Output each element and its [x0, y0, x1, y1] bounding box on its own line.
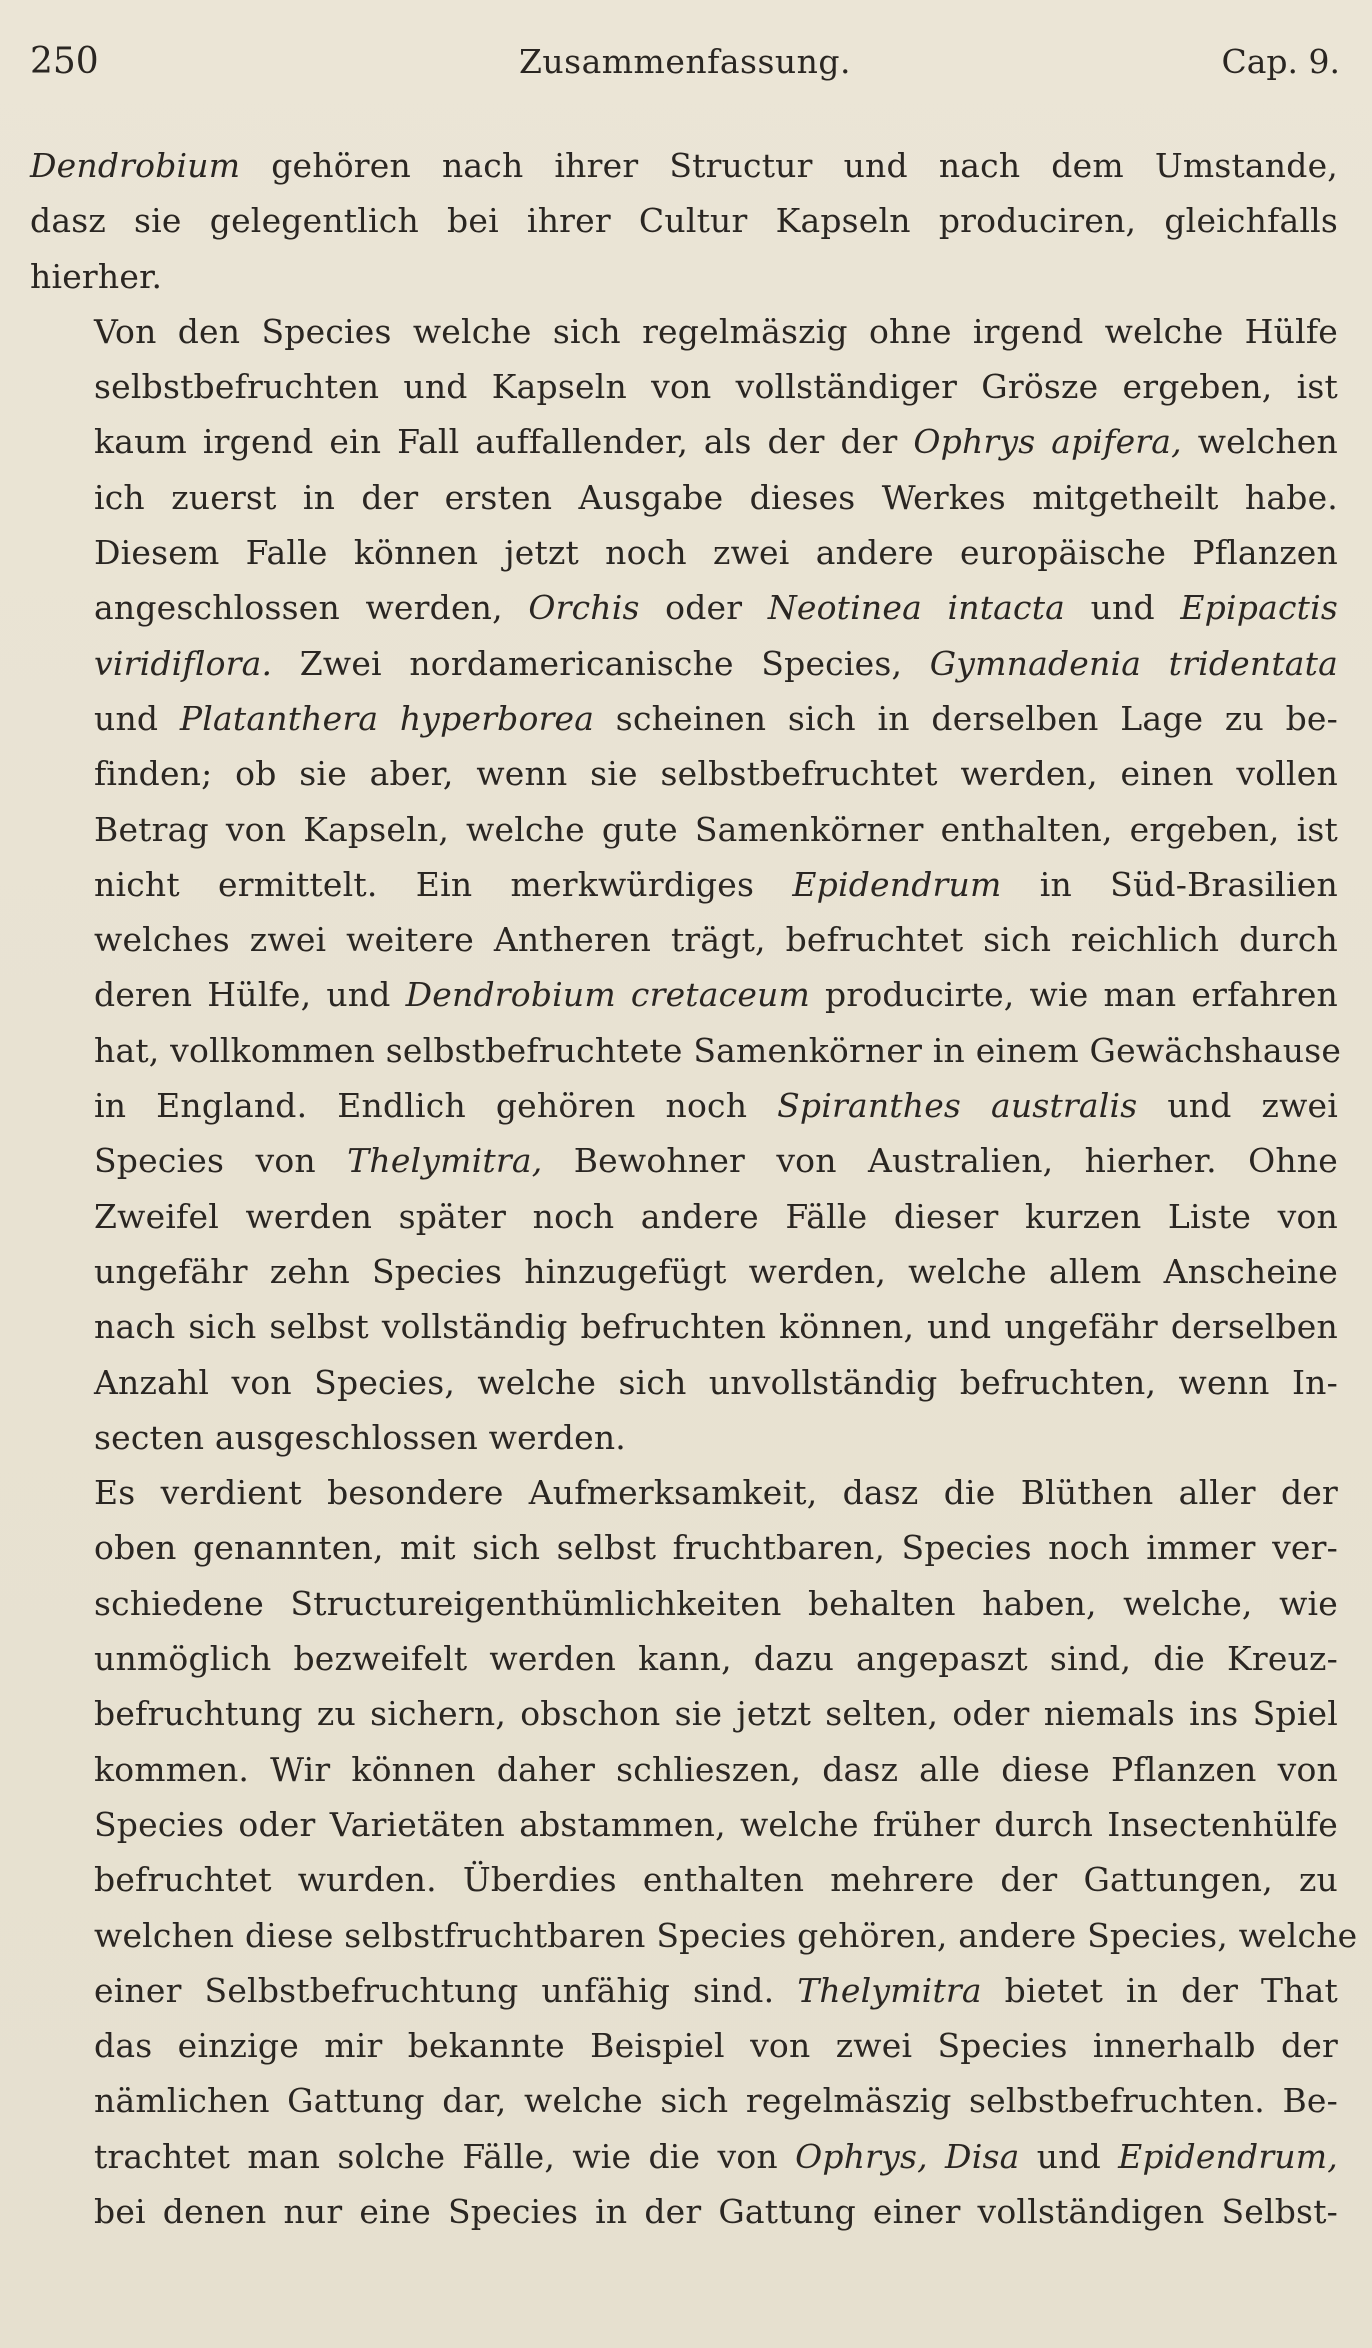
italic-term: Platanthera hyperborea: [179, 698, 595, 738]
text-line: [30, 1631, 1338, 1686]
text-run: kommen. Wir können daher schlieszen, dasz alle diese Pflanzen von: [94, 1749, 1338, 1789]
text-run: in Süd-Brasilien: [1001, 864, 1338, 904]
text-run: secten ausgeschlossen werden.: [94, 1417, 626, 1457]
text-run: hat, vollkommen selbstbefruchtete Samenkörner in einem Gewächshause: [94, 1030, 1342, 1070]
text-line: [30, 580, 1338, 635]
italic-term: viridiflora.: [94, 643, 273, 683]
text-line: [30, 2073, 1338, 2128]
text-line: [30, 359, 1338, 414]
text-run: Species oder Varietäten abstammen, welche früher durch Insectenhülfe: [94, 1804, 1338, 1844]
text-run: welchen diese selbstfruchtbaren Species gehören, andere Species, welche: [94, 1915, 1358, 1955]
text-line: [30, 414, 1338, 469]
text-run: nach sich selbst vollständig befruchten können, und ungefähr derselben: [94, 1307, 1338, 1347]
italic-term: Gymnadenia tridentata: [929, 643, 1338, 683]
italic-term: Spiranthes australis: [777, 1086, 1138, 1126]
italic-term: Ophrys,: [795, 2136, 928, 2176]
page-header: [30, 42, 1340, 82]
text-run: ich zuerst in der ersten Ausgabe dieses Werkes mitgetheilt habe.: [94, 477, 1338, 517]
text-line: [30, 746, 1338, 801]
text-run: Zwei nordamericanische Species,: [272, 643, 930, 683]
text-line: [30, 193, 1338, 248]
text-run: Diesem Falle können jetzt noch zwei andere europäische Pflanzen: [94, 533, 1338, 573]
text-run: nämlichen Gattung dar, welche sich regelmäszig selbstbefruchten. Be-: [94, 2081, 1338, 2121]
italic-term: Epidendrum,: [1118, 2136, 1338, 2176]
text-run: einer Selbstbefruchtung unfähig sind.: [94, 1970, 798, 2010]
text-run: unmöglich bezweifelt werden kann, dazu angepaszt sind, die Kreuz-: [94, 1639, 1338, 1679]
text-run: Es verdient besondere Aufmerksamkeit, dasz die Blüthen aller der: [94, 1473, 1338, 1513]
text-run: oder: [639, 588, 768, 628]
italic-term: Thelymitra: [797, 1970, 982, 2010]
text-line: [30, 1410, 1338, 1465]
text-line: [30, 1686, 1338, 1741]
text-run: selbstbefruchten und Kapseln von vollständiger Grösze ergeben, ist: [94, 367, 1338, 407]
paragraph: [30, 1465, 1358, 2239]
italic-term: Dendrobium: [30, 146, 241, 185]
text-run: das einzige mir bekannte Beispiel von zwei Species innerhalb der: [94, 2026, 1338, 2066]
italic-term: Thelymitra,: [347, 1141, 543, 1181]
text-line: [30, 1742, 1338, 1797]
text-run: dasz sie gelegentlich bei ihrer Cultur Kapseln produciren, gleichfalls: [30, 201, 1338, 241]
text-line: [30, 1023, 1342, 1078]
text-run: Species von: [94, 1141, 348, 1181]
chapter-label: Cap. 9.: [1221, 42, 1340, 81]
text-line: [30, 1576, 1338, 1631]
text-run: bietet in der That: [981, 1970, 1338, 2010]
text-line: [30, 1355, 1338, 1410]
text-run: und: [94, 698, 180, 738]
text-run: befruchtet wurden. Überdies enthalten mehrere der Gattungen, zu: [94, 1860, 1338, 1900]
text-run: Anzahl von Species, welche sich unvollständig befruchten, wenn In-: [94, 1362, 1338, 1402]
italic-term: Dendrobium cretaceum: [405, 975, 810, 1015]
text-run: in England. Endlich gehören noch: [94, 1086, 778, 1126]
text-line: [30, 2018, 1338, 2073]
text-line: [30, 857, 1338, 912]
text-run: producirte, wie man erfahren: [810, 975, 1339, 1015]
text-line: [30, 1244, 1338, 1299]
text-run: und: [1065, 588, 1181, 628]
text-run: Von den Species welche sich regelmäszig ohne irgend welche Hülfe: [94, 311, 1338, 351]
text-run: schiedene Structureigenthümlichkeiten behalten haben, welche, wie: [94, 1583, 1338, 1623]
text-line: [30, 1963, 1338, 2018]
text-run: welchen: [1181, 422, 1338, 462]
text-line: [30, 636, 1338, 691]
text-run: welches zwei weitere Antheren trägt, befruchtet sich reichlich durch: [94, 920, 1338, 960]
text-line: [30, 470, 1338, 525]
italic-term: Neotinea intacta: [767, 588, 1066, 628]
text-run: deren Hülfe, und: [94, 975, 406, 1015]
body-text: [30, 138, 1358, 2239]
text-line: [30, 138, 1338, 193]
text-run: gehören nach ihrer Structur und nach dem Umstande,: [240, 146, 1338, 185]
page-number: 250: [30, 41, 99, 82]
italic-term: Orchis: [528, 588, 640, 628]
text-run: scheinen sich in derselben Lage zu be-: [594, 698, 1338, 738]
text-line: [30, 967, 1338, 1022]
text-line: [30, 1797, 1338, 1852]
text-run: bei denen nur eine Species in der Gattung einer vollständigen Selbst-: [94, 2191, 1338, 2231]
text-run: und zwei: [1137, 1086, 1338, 1126]
text-run: oben genannten, mit sich selbst fruchtbaren, Species noch immer ver-: [94, 1528, 1338, 1568]
paragraph: [30, 304, 1342, 1465]
running-title: Zusammenfassung.: [518, 42, 852, 81]
text-line: [30, 1465, 1338, 1520]
text-run: finden; ob sie aber, wenn sie selbstbefruchtet werden, einen vollen: [94, 754, 1338, 794]
italic-term: Disa: [945, 2136, 1020, 2176]
text-run: befruchtung zu sichern, obschon sie jetzt selten, oder niemals ins Spiel: [94, 1694, 1338, 1734]
text-run: Bewohner von Australien, hierher. Ohne: [542, 1141, 1338, 1181]
text-run: trachtet man solche Fälle, wie die von: [94, 2136, 796, 2176]
text-run: und: [1019, 2136, 1119, 2176]
text-line: [30, 1133, 1338, 1188]
text-line: [30, 249, 1338, 304]
text-run: hierher.: [30, 256, 163, 296]
text-line: [30, 1520, 1338, 1575]
text-line: [30, 1189, 1338, 1244]
text-line: [30, 2129, 1338, 2184]
text-run: ungefähr zehn Species hinzugefügt werden, welche allem Anscheine: [94, 1251, 1338, 1291]
text-run: nicht ermittelt. Ein merkwürdiges: [94, 864, 793, 904]
text-line: [30, 1908, 1358, 1963]
text-run: kaum irgend ein Fall auffallender, als der der: [94, 422, 914, 462]
italic-term: Ophrys apifera,: [913, 422, 1182, 462]
text-run: angeschlossen werden,: [94, 588, 529, 628]
text-line: [30, 525, 1338, 580]
text-line: [30, 691, 1338, 746]
paragraph: [30, 138, 1338, 304]
italic-term: Epidendrum: [792, 864, 1002, 904]
text-run: [928, 2137, 945, 2176]
text-line: [30, 1299, 1338, 1354]
text-line: [30, 802, 1338, 857]
text-line: [30, 1852, 1338, 1907]
italic-term: Epipactis: [1180, 588, 1338, 628]
text-line: [30, 1078, 1338, 1133]
text-run: Zweifel werden später noch andere Fälle dieser kurzen Liste von: [94, 1196, 1338, 1236]
text-line: [30, 304, 1338, 359]
text-line: [30, 912, 1338, 967]
text-line: [30, 2184, 1338, 2239]
text-run: Betrag von Kapseln, welche gute Samenkörner enthalten, ergeben, ist: [94, 809, 1338, 849]
